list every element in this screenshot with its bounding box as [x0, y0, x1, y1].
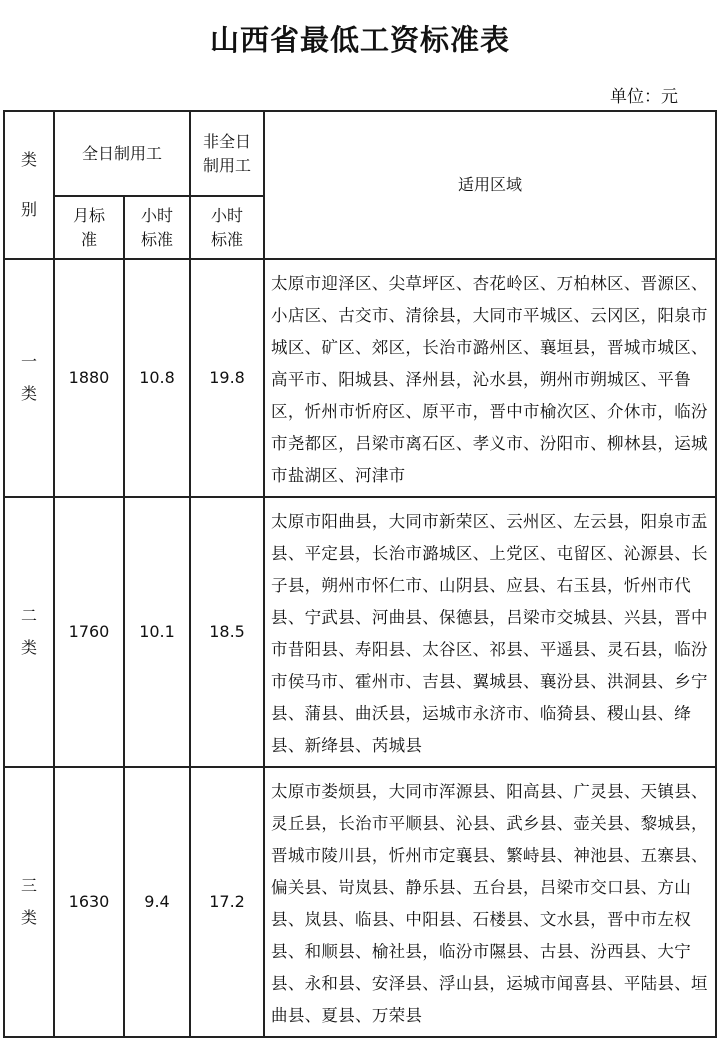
- table-row: [4, 497, 716, 767]
- hourly-cell: 10.1: [124, 497, 190, 767]
- monthly-cell: 1760: [54, 497, 124, 767]
- unit-label: 单位：元: [610, 87, 678, 107]
- part-time-hourly-cell: 18.5: [190, 497, 264, 767]
- region-cell: 太原市阳曲县，大同市新荣区、云州区、左云县，阳泉市盂县、平定县，长治市潞城区、上党区、屯留区、沁源县、长子县，朔州市怀仁市、山阴县、应县、右玉县，忻州市代县、宁武县、河曲县、保德县，吕梁市交城县、兴县，晋中市昔阳县、寿阳县、太谷区、祁县、平遥县、灵石县，临汾市侯马市、霍州市、吉县、翼城县、襄汾县、洪洞县、乡宁县、蒲县、曲沃县，运城市永济市、临猗县、稷山县、绛县、新绛县、芮城县: [264, 497, 716, 767]
- monthly-cell: 1630: [54, 767, 124, 1037]
- hourly-cell: 10.8: [124, 259, 190, 497]
- table-row: [4, 767, 716, 1037]
- part-time-header: 非全日 制用工: [190, 111, 264, 196]
- part-time-hourly-cell: 17.2: [190, 767, 264, 1037]
- category-header: 类 别: [4, 111, 54, 259]
- category-cell: 一 类: [4, 259, 54, 497]
- part-time-hourly-cell: 19.8: [190, 259, 264, 497]
- header-row-1: [4, 111, 716, 196]
- wage-table: [3, 110, 717, 1038]
- monthly-header: 月标 准: [54, 196, 124, 259]
- full-time-header: 全日制用工: [54, 111, 190, 196]
- part-time-hourly-header: 小时 标准: [190, 196, 264, 259]
- hourly-cell: 9.4: [124, 767, 190, 1037]
- page-title: 山西省最低工资标准表: [209, 23, 510, 57]
- monthly-cell: 1880: [54, 259, 124, 497]
- region-cell: 太原市迎泽区、尖草坪区、杏花岭区、万柏林区、晋源区、小店区、古交市、清徐县，大同市平城区、云冈区，阳泉市城区、矿区、郊区，长治市潞州区、襄垣县，晋城市城区、高平市、阳城县、泽州县，沁水县，朔州市朔城区、平鲁区，忻州市忻府区、原平市，晋中市榆次区、介休市，临汾市尧都区，吕梁市离石区、孝义市、汾阳市、柳林县，运城市盐湖区、河津市: [264, 259, 716, 497]
- region-header: 适用区域: [264, 111, 716, 259]
- category-cell: 三 类: [4, 767, 54, 1037]
- region-cell: 太原市娄烦县，大同市浑源县、阳高县、广灵县、天镇县、灵丘县，长治市平顺县、沁县、武乡县、壶关县、黎城县，晋城市陵川县，忻州市定襄县、繁峙县、神池县、五寨县、偏关县、岢岚县、静乐县、五台县，吕梁市交口县、方山县、岚县、临县、中阳县、石楼县、文水县，晋中市左权县、和顺县、榆社县，临汾市隰县、古县、汾西县、大宁县、永和县、安泽县、浮山县，运城市闻喜县、平陆县、垣曲县、夏县、万荣县: [264, 767, 716, 1037]
- hourly-header: 小时 标准: [124, 196, 190, 259]
- table-row: [4, 259, 716, 497]
- category-cell: 二 类: [4, 497, 54, 767]
